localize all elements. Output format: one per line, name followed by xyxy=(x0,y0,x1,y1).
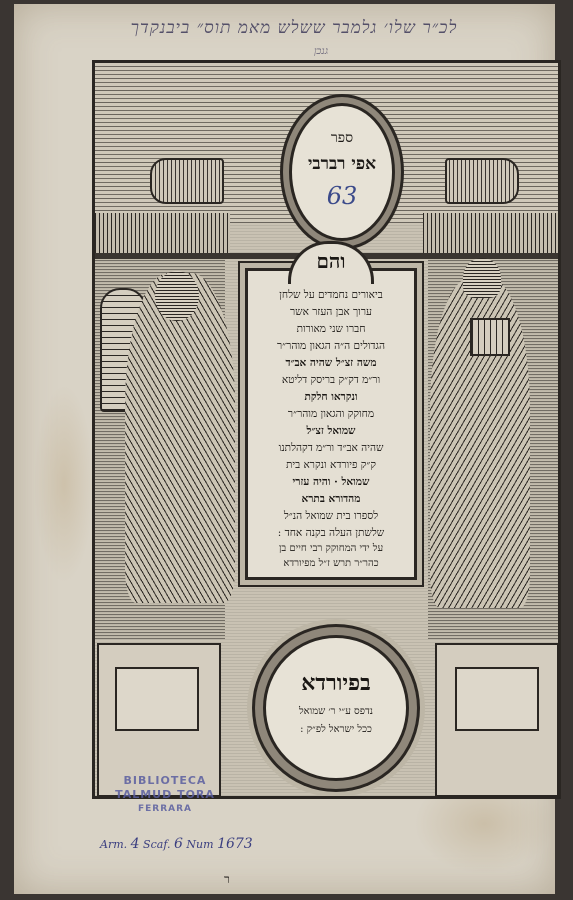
credit-line: כהר״ר תרש ז״ל מפיורדא xyxy=(283,558,379,569)
library-stamp xyxy=(94,774,236,826)
text-line: חברו שני מאורות xyxy=(296,323,366,335)
scroll-ornament-left xyxy=(150,158,224,204)
book-page xyxy=(14,4,555,894)
credit-line: על ידי המחוקק רבי חיים בן xyxy=(278,543,384,554)
scroll-ornament-right xyxy=(445,158,519,204)
credit-block xyxy=(248,541,414,571)
shelfmark-label: Num xyxy=(182,838,218,851)
shelfmark-arm: 4 xyxy=(130,836,140,852)
shelfmark-label: Scaf. xyxy=(139,838,174,851)
title-label-sefer: ספר xyxy=(330,130,354,146)
library-number: 63 xyxy=(326,182,358,210)
pedestal-panel xyxy=(115,667,199,731)
pedestal-panel xyxy=(455,667,539,731)
signature-mark: ר xyxy=(224,872,230,886)
text-line: מהדורא בתרא xyxy=(301,493,361,505)
panel-heading: והם xyxy=(316,249,346,273)
shelfmark xyxy=(100,836,253,852)
entablature-left xyxy=(95,213,230,253)
imprint-line: ככל ישראל לפ״ק : xyxy=(300,724,372,735)
water-stain xyxy=(34,384,94,584)
aaron-mitre xyxy=(463,258,501,298)
shelfmark-number: 1673 xyxy=(217,836,253,852)
woodcut-title-frame xyxy=(92,60,561,799)
text-line: שמואל · והיה עזרי xyxy=(292,476,370,488)
text-line: ונקראו חלקת xyxy=(304,391,358,403)
panel-body xyxy=(254,287,408,542)
text-line: ור״מ דק״ק בריסק דליטא xyxy=(281,374,381,386)
stamp-line: FERRARA xyxy=(137,804,193,814)
imprint-line: נדפס ע״י ר׳ שמואל xyxy=(298,706,374,717)
text-line: שמואל זצ״ל xyxy=(306,425,356,437)
text-line: ביאורים נחמדים על שלחן xyxy=(279,289,383,301)
title-cartouche xyxy=(289,103,395,241)
text-line: הגדולים ה״ה הגאון מוהר״ר xyxy=(277,340,385,352)
handwritten-note: לכ״ר שלו׳ גלמבר ששלש מאמ תוס״ ביבנקדך xyxy=(130,18,458,38)
title-text-panel xyxy=(245,249,417,580)
text-line: לספרו בית שמואל הנ״ל xyxy=(283,510,379,522)
imprint-cartouche xyxy=(263,635,409,781)
pedestal-right xyxy=(435,643,559,797)
handwritten-subnote: גנכן xyxy=(314,46,328,57)
text-line: משה זצ״ל שהיה אב״ד xyxy=(285,357,377,369)
stamp-line: TALMUD TORA xyxy=(115,788,215,801)
text-line: ק״ק פיורדא ונקרא בית xyxy=(285,459,377,471)
moses-head xyxy=(155,271,199,321)
shelfmark-scaf: 6 xyxy=(174,836,183,852)
stamp-line: BIBLIOTECA xyxy=(123,774,207,787)
text-line: שלשתן העלה בקנה אחד : xyxy=(277,527,385,539)
moses-figure xyxy=(125,273,235,603)
text-line: שהיה אב״ד ור״מ דקהלתנו xyxy=(278,442,384,454)
text-line: ערוך אבן העזר אשר xyxy=(290,306,372,318)
text-line: מחוקק והגאון מוהר״ר xyxy=(287,408,375,420)
book-title: אפי רברבי xyxy=(307,154,377,174)
imprint-place: בפיורדא xyxy=(301,670,371,696)
shelfmark-label: Arm. xyxy=(100,838,131,851)
entablature-right xyxy=(423,213,558,253)
breastplate xyxy=(470,318,510,356)
